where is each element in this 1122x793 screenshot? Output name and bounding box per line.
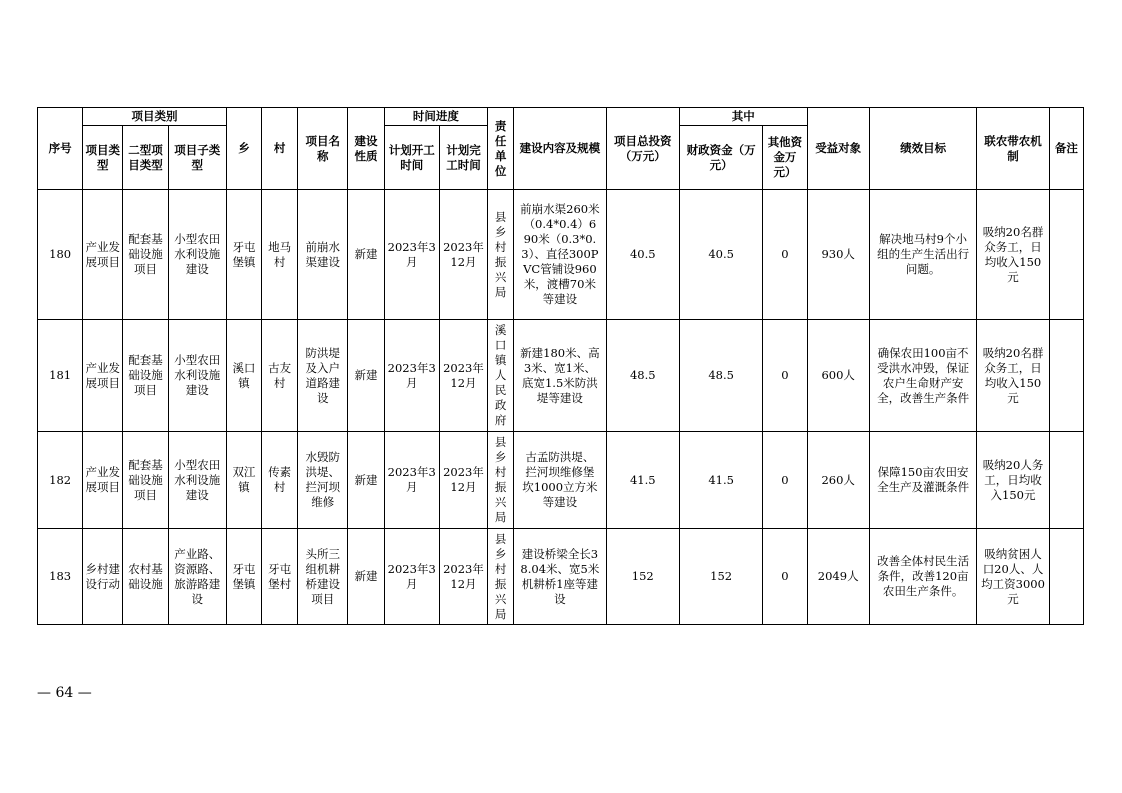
cell-township: 溪口镇	[226, 320, 261, 432]
cell-cat-type: 产业发展项目	[83, 320, 123, 432]
cell-township: 牙屯堡镇	[226, 190, 261, 320]
cell-unit: 县乡村振兴局	[488, 190, 514, 320]
cell-beneficiary: 930人	[807, 190, 869, 320]
cell-cat-type: 产业发展项目	[83, 190, 123, 320]
cell-name: 头所三组机耕桥建设项目	[298, 529, 348, 625]
cell-goal: 确保农田100亩不受洪水冲毁，保证农户生命财产安全，改善生产条件	[869, 320, 977, 432]
cell-total: 41.5	[606, 432, 679, 529]
cell-cat-sub2: 配套基础设施项目	[123, 320, 168, 432]
header-cat-sub: 项目子类型	[168, 126, 226, 190]
cell-remarks	[1049, 529, 1083, 625]
header-seq: 序号	[38, 108, 83, 190]
project-table	[37, 107, 1084, 625]
cell-end: 2023年12月	[439, 320, 487, 432]
cell-other: 0	[763, 190, 807, 320]
cell-cat-sub2: 配套基础设施项目	[123, 190, 168, 320]
cell-start: 2023年3月	[384, 320, 439, 432]
cell-village: 传素村	[262, 432, 298, 529]
cell-start: 2023年3月	[384, 190, 439, 320]
table-row	[38, 529, 1084, 625]
cell-content: 古孟防洪堤、拦河坝维修堡坎1000立方米等建设	[514, 432, 606, 529]
header-remarks: 备注	[1049, 108, 1083, 190]
header-unit: 责任单位	[488, 108, 514, 190]
header-mechanism: 联农带农机制	[977, 108, 1049, 190]
table-row	[38, 190, 1084, 320]
header-cat-type: 项目类型	[83, 126, 123, 190]
cell-end: 2023年12月	[439, 190, 487, 320]
cell-village: 牙屯堡村	[262, 529, 298, 625]
cell-mechanism: 吸纳贫困人口20人、人均工资3000元	[977, 529, 1049, 625]
cell-unit: 溪口镇人民政府	[488, 320, 514, 432]
header-end: 计划完工时间	[439, 126, 487, 190]
cell-fiscal: 40.5	[679, 190, 762, 320]
header-row-1	[38, 108, 1084, 126]
cell-remarks	[1049, 432, 1083, 529]
cell-village: 地马村	[262, 190, 298, 320]
cell-start: 2023年3月	[384, 432, 439, 529]
cell-village: 古友村	[262, 320, 298, 432]
cell-content: 建设桥梁全长38.04米、宽5米机耕桥1座等建设	[514, 529, 606, 625]
cell-fiscal: 48.5	[679, 320, 762, 432]
header-content: 建设内容及规模	[514, 108, 606, 190]
cell-mechanism: 吸纳20人务工，日均收入150元	[977, 432, 1049, 529]
cell-cat-sub2: 农村基础设施	[123, 529, 168, 625]
cell-beneficiary: 600人	[807, 320, 869, 432]
cell-goal: 解决地马村9个小组的生产生活出行问题。	[869, 190, 977, 320]
header-total: 项目总投资（万元）	[606, 108, 679, 190]
cell-start: 2023年3月	[384, 529, 439, 625]
header-cat-sub2: 二型项目类型	[123, 126, 168, 190]
cell-other: 0	[763, 529, 807, 625]
header-nature: 建设性质	[348, 108, 384, 190]
table-row	[38, 320, 1084, 432]
header-beneficiary: 受益对象	[807, 108, 869, 190]
header-category: 项目类别	[83, 108, 227, 126]
cell-seq: 180	[38, 190, 83, 320]
cell-mechanism: 吸纳20名群众务工，日均收入150元	[977, 190, 1049, 320]
cell-cat-sub2: 配套基础设施项目	[123, 432, 168, 529]
cell-fiscal: 41.5	[679, 432, 762, 529]
cell-name: 水毁防洪堤、拦河坝维修	[298, 432, 348, 529]
cell-nature: 新建	[348, 320, 384, 432]
header-start: 计划开工时间	[384, 126, 439, 190]
header-among: 其中	[679, 108, 807, 126]
cell-seq: 183	[38, 529, 83, 625]
table-row	[38, 432, 1084, 529]
cell-end: 2023年12月	[439, 529, 487, 625]
header-township: 乡	[226, 108, 261, 190]
cell-unit: 县乡村振兴局	[488, 432, 514, 529]
cell-cat-type: 产业发展项目	[83, 432, 123, 529]
cell-total: 40.5	[606, 190, 679, 320]
cell-name: 前崩水渠建设	[298, 190, 348, 320]
cell-nature: 新建	[348, 529, 384, 625]
cell-cat-sub: 小型农田水利设施建设	[168, 190, 226, 320]
cell-township: 双江镇	[226, 432, 261, 529]
cell-cat-sub: 小型农田水利设施建设	[168, 432, 226, 529]
header-fiscal: 财政资金（万元）	[679, 126, 762, 190]
cell-seq: 182	[38, 432, 83, 529]
header-progress: 时间进度	[384, 108, 487, 126]
cell-total: 152	[606, 529, 679, 625]
cell-cat-type: 乡村建设行动	[83, 529, 123, 625]
cell-remarks	[1049, 320, 1083, 432]
header-goal: 绩效目标	[869, 108, 977, 190]
page-number: — 64 —	[37, 685, 92, 701]
header-name: 项目名称	[298, 108, 348, 190]
cell-remarks	[1049, 190, 1083, 320]
cell-cat-sub: 小型农田水利设施建设	[168, 320, 226, 432]
cell-cat-sub: 产业路、资源路、旅游路建设	[168, 529, 226, 625]
cell-other: 0	[763, 320, 807, 432]
cell-end: 2023年12月	[439, 432, 487, 529]
cell-mechanism: 吸纳20名群众务工，日均收入150元	[977, 320, 1049, 432]
cell-content: 前崩水渠260米（0.4*0.4）690米（0.3*0.3）、直径300PVC管铺设960米，渡槽70米等建设	[514, 190, 606, 320]
cell-goal: 保障150亩农田安全生产及灌溉条件	[869, 432, 977, 529]
cell-content: 新建180米、高3米、宽1米、底宽1.5米防洪堤等建设	[514, 320, 606, 432]
header-other: 其他资金万元）	[763, 126, 807, 190]
cell-township: 牙屯堡镇	[226, 529, 261, 625]
cell-other: 0	[763, 432, 807, 529]
cell-seq: 181	[38, 320, 83, 432]
cell-name: 防洪堤及入户道路建设	[298, 320, 348, 432]
cell-fiscal: 152	[679, 529, 762, 625]
cell-beneficiary: 260人	[807, 432, 869, 529]
cell-beneficiary: 2049人	[807, 529, 869, 625]
cell-unit: 县乡村振兴局	[488, 529, 514, 625]
cell-goal: 改善全体村民生活条件，改善120亩农田生产条件。	[869, 529, 977, 625]
cell-nature: 新建	[348, 432, 384, 529]
header-village: 村	[262, 108, 298, 190]
cell-nature: 新建	[348, 190, 384, 320]
cell-total: 48.5	[606, 320, 679, 432]
